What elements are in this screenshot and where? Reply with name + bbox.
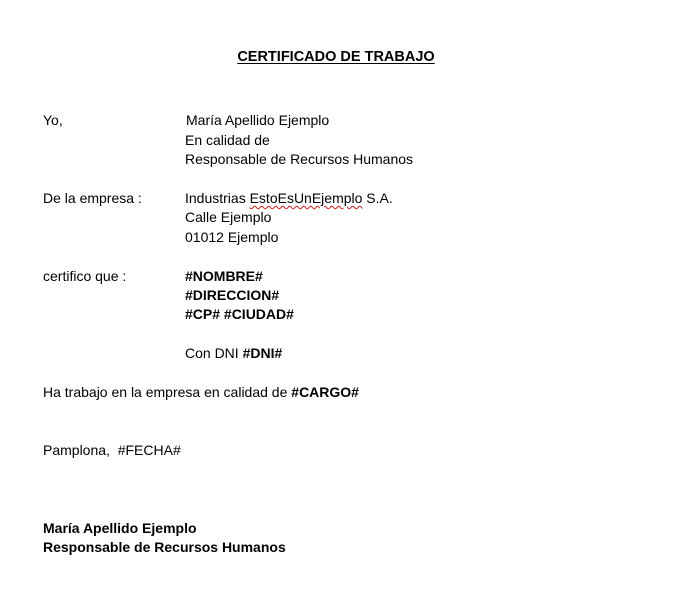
date-place: Pamplona, — [43, 442, 110, 458]
issuer-role-prefix: En calidad de — [185, 132, 270, 148]
company-street: Calle Ejemplo — [185, 209, 272, 225]
placeholder-cp-ciudad: #CP# #CIUDAD# — [185, 306, 294, 322]
dni-line — [185, 344, 282, 362]
company-name — [185, 189, 393, 207]
cargo-line — [43, 383, 359, 401]
issuer-role: Responsable de Recursos Humanos — [185, 151, 414, 167]
signature-role: Responsable de Recursos Humanos — [43, 539, 286, 555]
placeholder-cargo: #CARGO# — [291, 384, 359, 400]
placeholder-dni: #DNI# — [242, 345, 283, 361]
placeholder-nombre: #NOMBRE# — [185, 268, 263, 284]
company-name-main: EstoEsUnEjemplo — [249, 190, 363, 206]
document-title: CERTIFICADO DE TRABAJO — [237, 49, 435, 65]
issuer-name: María Apellido Ejemplo — [186, 112, 330, 128]
cargo-prefix: Ha trabajo en la empresa en calidad de — [43, 384, 292, 400]
date-line — [43, 441, 181, 459]
company-label: De la empresa : — [43, 190, 142, 206]
signature-name: María Apellido Ejemplo — [43, 520, 197, 536]
company-name-prefix: Industrias — [185, 190, 250, 206]
dni-prefix: Con DNI — [185, 345, 243, 361]
company-postal: 01012 Ejemplo — [185, 229, 279, 245]
company-name-suffix: S.A. — [362, 190, 393, 206]
placeholder-direccion: #DIRECCION# — [185, 287, 280, 303]
certify-label: certifico que : — [43, 268, 127, 284]
placeholder-fecha: #FECHA# — [117, 442, 181, 458]
yo-label: Yo, — [43, 112, 63, 128]
